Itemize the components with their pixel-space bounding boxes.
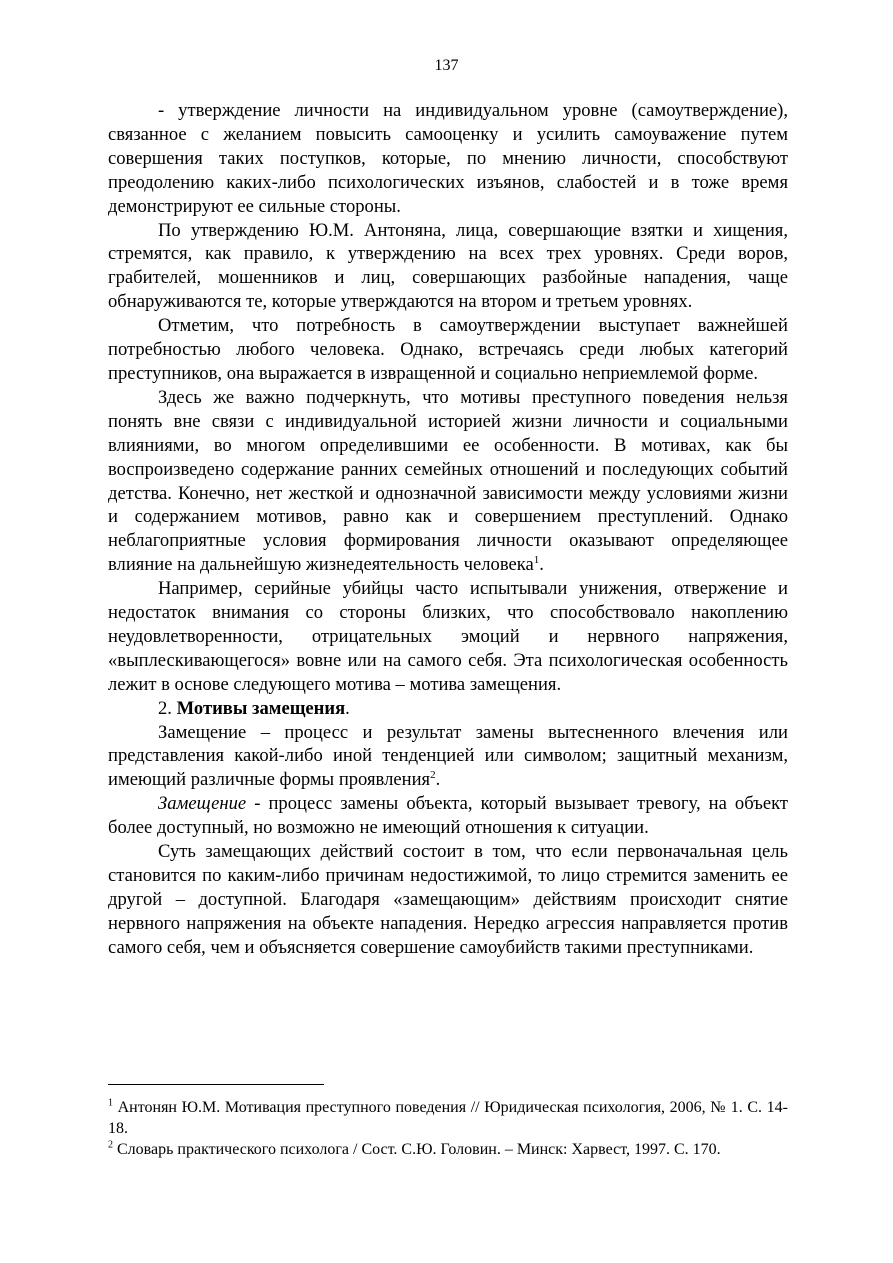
footnote-separator — [108, 1084, 324, 1085]
paragraph-4-end: . — [539, 554, 544, 576]
heading-number: 2. — [158, 697, 172, 719]
paragraph-7 — [108, 792, 788, 840]
paragraph-4-text: Здесь же важно подчеркнуть, что мотивы преступного поведения нельзя понять вне связи с индивидуальной историей жизни личности и социальными влияниями, во многом определившими ее особенности. В мотивах, как бы воспроизведено содержание ранних семейных отношений и последующих событий детства. Конечно, нет жесткой и однозначной зависимости между условиями жизни и содержанием мотивов, равно как и совершением преступлений. Однако неблагоприятные условия формирования личности оказывают определяющее влияние на дальнейшую жизнедеятельность человека — [108, 386, 788, 576]
paragraph-5: Например, серийные убийцы часто испытывали унижения, отвержение и недостаток внимания со стороны близких, что способствовало накоплению неудовлетворенности, отрицательных эмоций и нервного напряжения, «выплескивающегося» вовне или на самого себя. Эта психологическая особенность лежит в основе следующего мотива – мотива замещения. — [108, 578, 788, 695]
paragraph-6-text: Замещение – процесс и результат замены вытесненного влечения или представления какой-либо иной тенденцией или символом; защитный механизм, имеющий различные формы проявления — [108, 721, 788, 791]
footnote-text-2: Словарь практического психолога / Сост. С.Ю. Головин. – Минск: Харвест, 1997. С. 170. — [113, 1141, 721, 1158]
footnote-1 — [108, 1097, 788, 1139]
page-number: 137 — [434, 57, 459, 74]
paragraph-6-end: . — [435, 769, 441, 791]
footnote-ref-1[interactable]: 1 — [533, 554, 540, 567]
paragraph-4 — [108, 386, 788, 577]
paragraph-6 — [108, 721, 788, 793]
main-text — [108, 99, 788, 960]
footnote-ref-2[interactable]: 2 — [430, 769, 436, 782]
footnote-text-1: Антонян Ю.М. Мотивация преступного поведения // Юридическая психология, 2006, № 1. С. 14-18. — [108, 1099, 788, 1137]
term-substitution: Замещение — [158, 793, 247, 815]
paragraph-1: - утверждение личности на индивидуальном уровне (самоутверждение), связанное с желанием повысить самооценку и усилить самоуважение путем совершения таких поступков, которые, по мнению личности, способствуют преодолению каких-либо психологических изъянов, слабостей и в тоже время демонстрируют ее сильные стороны. — [108, 100, 788, 217]
heading-title: Мотивы замещения — [176, 697, 346, 719]
paragraph-7-text: - процесс замены объекта, который вызывает тревогу, на объект более доступный, но возможно не имеющий отношения к ситуации. — [108, 793, 788, 839]
footnote-2 — [108, 1139, 788, 1160]
footnote-mark-1: 1 — [108, 1097, 113, 1109]
footnote-mark-2: 2 — [108, 1139, 113, 1151]
section-heading — [108, 697, 788, 721]
paragraph-3: Отметим, что потребность в самоутверждении выступает важнейшей потребностью любого человека. Однако, встречаясь среди любых категорий преступников, она выражается в извращенной и социально неприемлемой форме. — [108, 315, 788, 384]
paragraph-2: По утверждению Ю.М. Антоняна, лица, совершающие взятки и хищения, стремятся, как правило, к утверждению на всех трех уровнях. Среди воров, грабителей, мошенников и лиц, совершающих разбойные нападения, чаще обнаруживаются те, которые утверждаются на втором и третьем уровнях. — [108, 219, 788, 313]
footnotes — [108, 1097, 788, 1160]
heading-end: . — [345, 697, 350, 719]
paragraph-8: Суть замещающих действий состоит в том, что если первоначальная цель становится по каким-либо причинам недостижимой, то лицо стремится заменить ее другой – доступной. Благодаря «замещающим» действиям происходит снятие нервного напряжения на объекте нападения. Нередко агрессия направляется против самого себя, чем и объясняется совершение самоубийств такими преступниками. — [108, 841, 788, 958]
